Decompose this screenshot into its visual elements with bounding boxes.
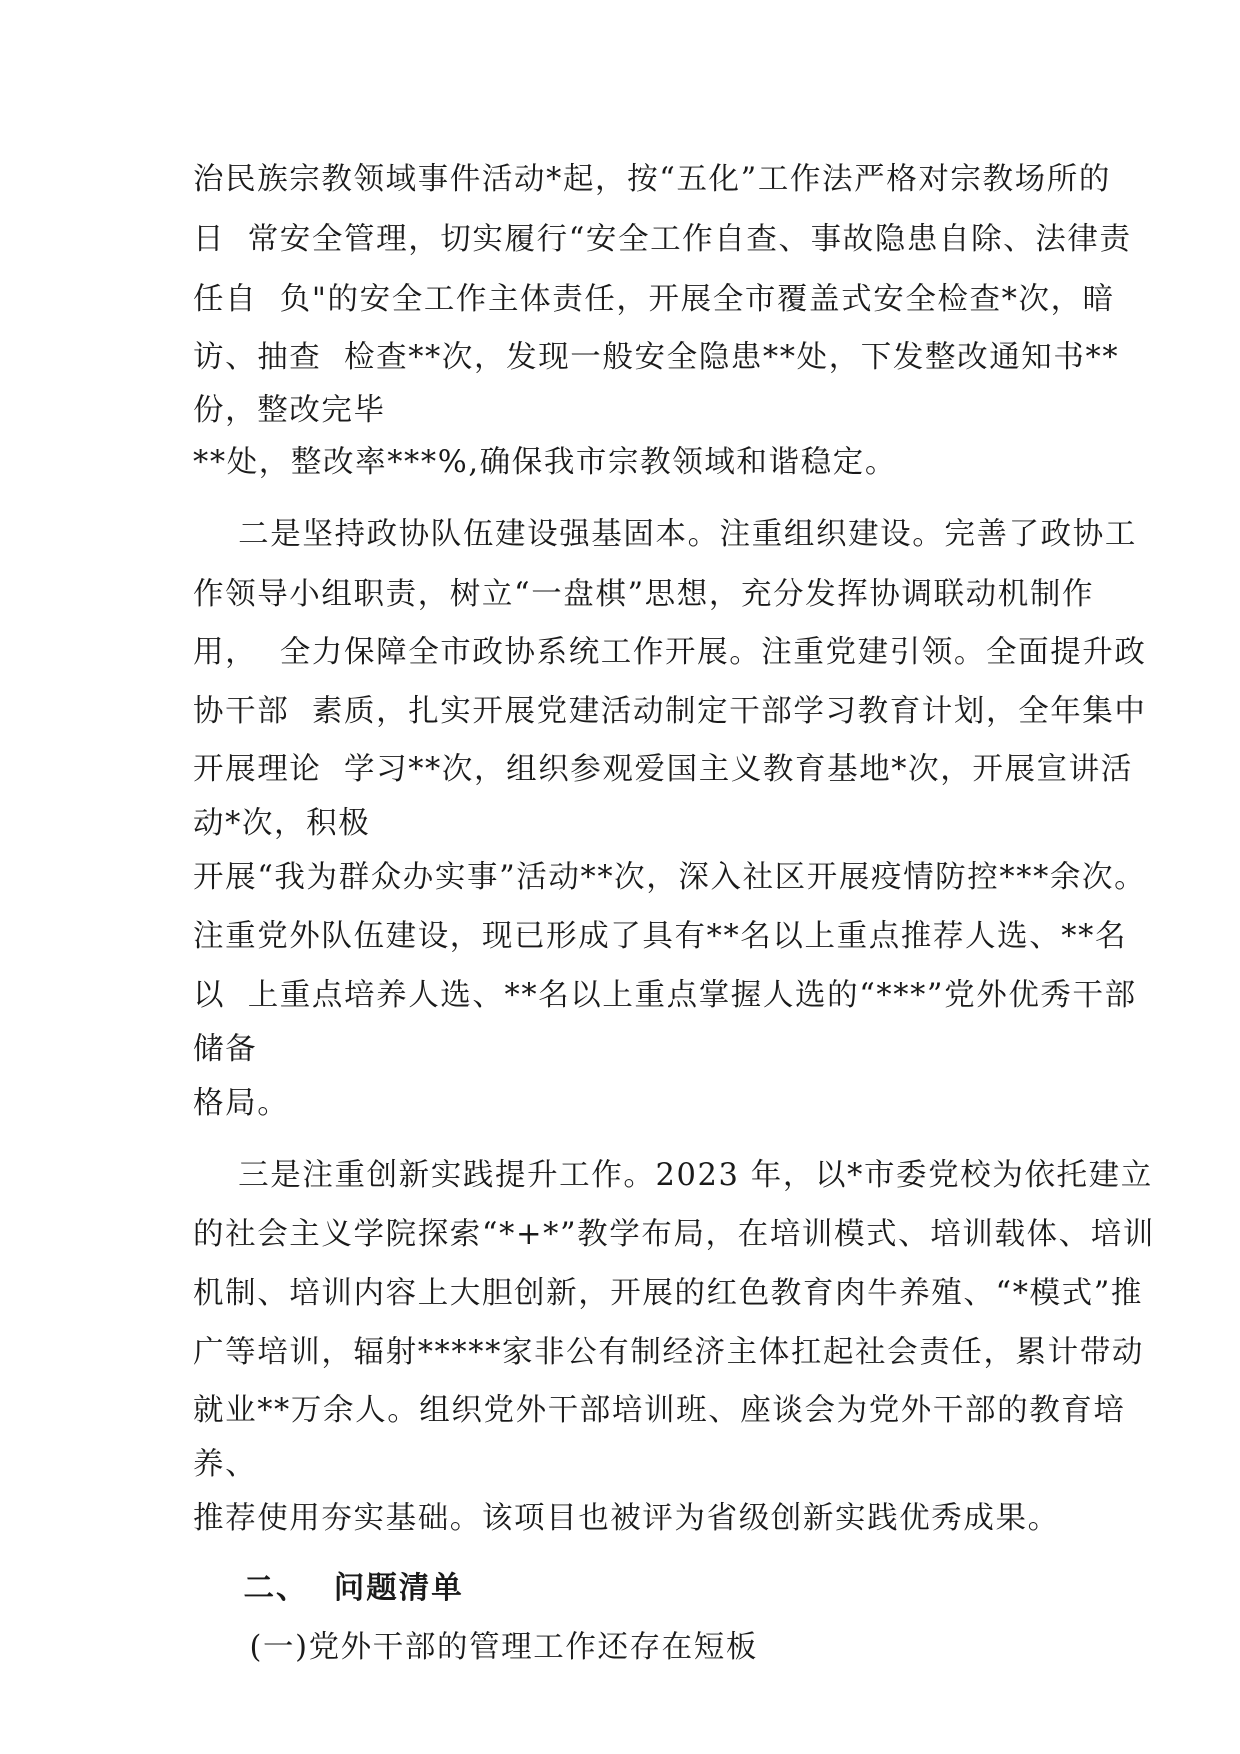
paragraph-1-line-6: **处，整改率***%,确保我市宗教领域和谐稳定。 — [193, 445, 897, 480]
paragraph-3-line-4: 广等培训，辐射*****家非公有制经济主体扛起社会责任，累计带动 — [193, 1335, 1144, 1370]
paragraph-2-line-4: 协干部 素质，扎实开展党建活动制定干部学习教育计划，全年集中 — [193, 694, 1147, 729]
paragraph-3-line-5: 就业**万余人。组织党外干部培训班、座谈会为党外干部的教育培 — [193, 1393, 1126, 1428]
paragraph-2-line-6: 动*次，积极 — [193, 806, 371, 841]
paragraph-3-line-7: 推荐使用夯实基础。该项目也被评为省级创新实践优秀成果。 — [193, 1501, 1060, 1536]
paragraph-2-line-9: 以 上重点培养人选、**名以上重点掌握人选的“***”党外优秀干部 — [193, 978, 1137, 1013]
paragraph-2-line-1: 二是坚持政协队伍建设强基固本。注重组织建设。完善了政协工 — [193, 517, 1137, 552]
paragraph-2-line-2: 作领导小组职责，树立“一盘棋”思想，充分发挥协调联动机制作 — [193, 577, 1095, 612]
paragraph-1-line-2: 日 常安全管理，切实履行“安全工作自查、事故隐患自除、法律责 — [193, 222, 1132, 257]
paragraph-1-line-1: 治民族宗教领域事件活动*起，按“五化”工作法严格对宗教场所的 — [193, 162, 1111, 197]
paragraph-2-line-10: 储备 — [193, 1032, 258, 1067]
subsection-heading: (一)党外干部的管理工作还存在短板 — [193, 1630, 758, 1665]
paragraph-3-line-1: 三是注重创新实践提升工作。2023 年，以*市委党校为依托建立 — [193, 1158, 1153, 1193]
paragraph-2-line-8: 注重党外队伍建设，现已形成了具有**名以上重点推荐人选、**名 — [193, 919, 1128, 954]
paragraph-1-line-3: 任自 负"的安全工作主体责任，开展全市覆盖式安全检查*次，暗 — [193, 282, 1115, 317]
paragraph-3-line-3: 机制、培训内容上大胆创新，开展的红色教育肉牛养殖、“*模式”推 — [193, 1276, 1144, 1311]
paragraph-1-line-5: 份，整改完毕 — [193, 393, 386, 428]
paragraph-3-line-6: 养、 — [193, 1447, 258, 1482]
paragraph-2-line-7: 开展“我为群众办实事”活动**次，深入社区开展疫情防控***余次。 — [193, 860, 1147, 895]
paragraph-2-line-3: 用， 全力保障全市政协系统工作开展。注重党建引领。全面提升政 — [193, 635, 1147, 670]
paragraph-1-line-4: 访、抽查 检查**次，发现一般安全隐患**处，下发整改通知书** — [193, 340, 1120, 375]
paragraph-3-line-2: 的社会主义学院探索“*+*”教学布局，在培训模式、培训载体、培训 — [193, 1217, 1155, 1252]
paragraph-2-line-11: 格局。 — [193, 1086, 290, 1121]
paragraph-2-line-5: 开展理论 学习**次，组织参观爱国主义教育基地*次，开展宣讲活 — [193, 752, 1133, 787]
section-heading: 二、 问题清单 — [193, 1570, 464, 1606]
